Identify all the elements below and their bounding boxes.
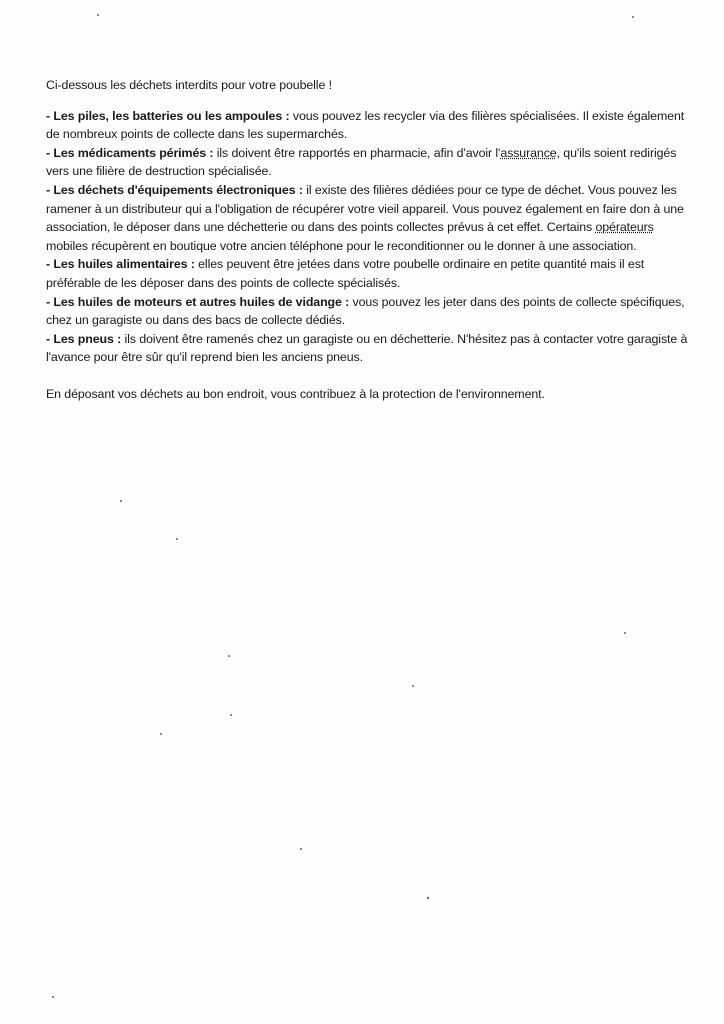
- scan-speck: [427, 897, 429, 899]
- item-title: - Les médicaments périmés :: [46, 145, 214, 160]
- scan-speck: [412, 685, 414, 687]
- scan-speck: [230, 714, 232, 716]
- scan-speck: [160, 733, 162, 735]
- list-item-tyres: [46, 330, 694, 367]
- item-text: elles peuvent être jetées dans votre poubelle ordinaire en petite quantité mais il est préférable de les déposer dans des points de collecte spécialisés.: [46, 257, 645, 290]
- item-title: - Les piles, les batteries ou les ampoules :: [46, 108, 290, 123]
- list-item-medicines: [46, 144, 694, 181]
- list-item-food-oils: [46, 255, 694, 292]
- item-text: ils doivent être rapportés en pharmacie, afin d'avoir l': [213, 145, 501, 160]
- underlined-word: assurance: [500, 145, 557, 160]
- document-body: [46, 76, 694, 404]
- list-item-motor-oils: [46, 293, 694, 330]
- item-text: mobiles récupèrent en boutique votre ancien téléphone pour le reconditionner ou le donner à une association.: [46, 238, 637, 253]
- list-item-batteries: [46, 107, 694, 144]
- item-text: vous pouvez les jeter dans des points de collecte spécifiques, chez un garagiste ou dans des bacs de collecte dédiés.: [46, 294, 685, 328]
- scan-speck: [176, 538, 178, 540]
- item-text: ils doivent être ramenés chez un garagiste ou en déchetterie. N'hésitez pas à contacter votre garagiste à l'avance pour être sûr qu'il reprend bien les anciens pneus.: [46, 331, 688, 365]
- scan-speck: [52, 996, 54, 998]
- underlined-word: opérateurs: [595, 220, 654, 235]
- scan-speck: [624, 632, 626, 634]
- item-text: , qu'ils soient redirigés vers une filière de destruction spécialisée.: [46, 145, 677, 179]
- item-title: - Les huiles de moteurs et autres huiles de vidange :: [46, 294, 350, 309]
- item-text: il existe des filières dédiées pour ce type de déchet. Vous pouvez les ramener à un distributeur qui a l'obligation de récupérer votre vieil appareil. Vous pouvez également en faire don à une association, le déposer dans une déchetterie ou dans des points collectes prévus à cet effet. Certains: [46, 182, 684, 235]
- scan-speck: [97, 14, 99, 16]
- scan-speck: [120, 500, 122, 502]
- scan-speck: [632, 16, 634, 18]
- item-text: vous pouvez les recycler via des filières spécialisées. Il existe également de nombreux points de collecte dans les supermarchés.: [46, 108, 685, 142]
- scan-speck: [228, 655, 230, 657]
- intro-paragraph: Ci-dessous les déchets interdits pour votre poubelle !: [46, 78, 332, 92]
- scan-speck: [300, 848, 302, 850]
- closing-paragraph: En déposant vos déchets au bon endroit, vous contribuez à la protection de l'environnement.: [46, 386, 545, 401]
- item-title: - Les huiles alimentaires :: [46, 257, 195, 272]
- item-title: - Les pneus :: [46, 331, 122, 346]
- list-item-electronics: [46, 181, 694, 255]
- item-title: - Les déchets d'équipements électroniques :: [46, 182, 303, 197]
